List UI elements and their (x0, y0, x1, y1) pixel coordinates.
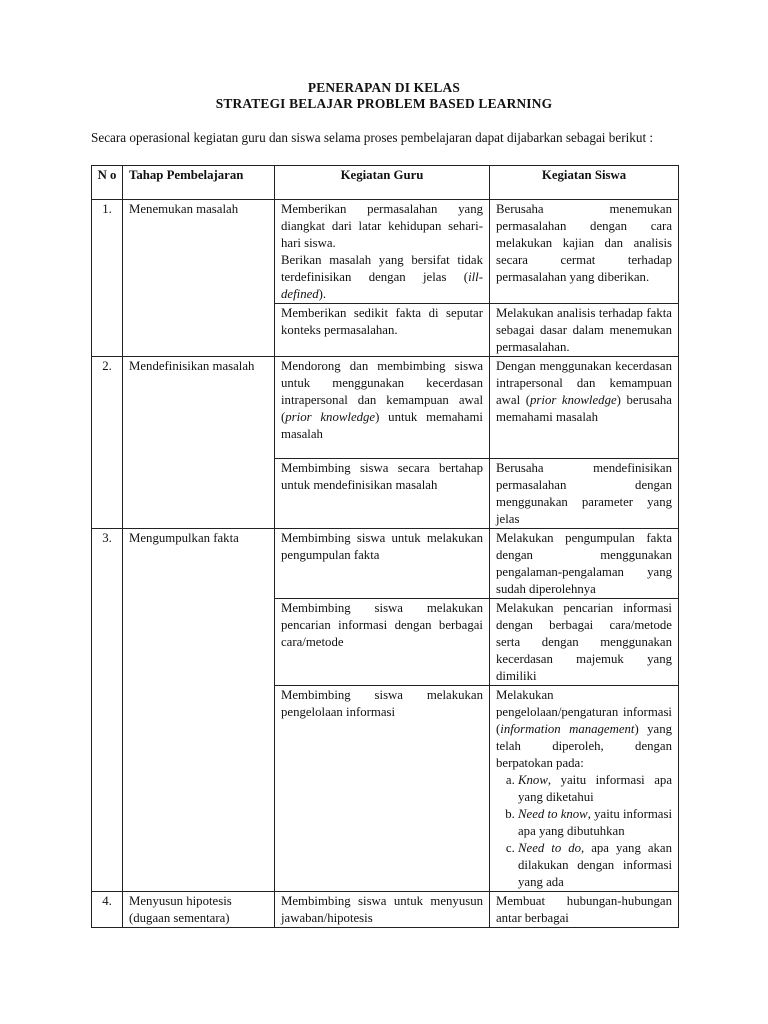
siswa-cell: Melakukan pencarian informasi dengan berbagai cara/metode serta dengan menggunakan kecerdasan majemuk yang dimiliki (490, 599, 679, 686)
siswa-cell: Melakukan pengumpulan fakta dengan menggunakan pengalaman-pengalaman yang sudah diperolehnya (490, 529, 679, 599)
document-title-line1: PENERAPAN DI KELAS (307, 80, 461, 95)
row-tahap: Mendefinisikan masalah (123, 357, 275, 529)
guru-text: Berikan masalah yang bersifat tidak terdefinisikan dengan jelas (ill-defined). (281, 253, 483, 301)
siswa-cell (490, 686, 679, 892)
guru-cell: Membimbing siswa untuk melakukan pengumpulan fakta (275, 529, 490, 599)
info-list (496, 772, 672, 891)
row-number: 1. (92, 200, 123, 357)
guru-text: Memberikan permasalahan yang diangkat dari latar kehidupan sehari-hari siswa. (281, 202, 483, 250)
header-tahap: Tahap Pembelajaran (123, 166, 275, 200)
guru-cell: Membimbing siswa secara bertahap untuk mendefinisikan masalah (275, 459, 490, 529)
row-number: 2. (92, 357, 123, 529)
table-header-row (92, 166, 679, 200)
intro-paragraph: Secara operasional kegiatan guru dan siswa selama proses pembelajaran dapat dijabarkan sebagai berikut : (91, 130, 654, 145)
siswa-cell: Melakukan analisis terhadap fakta sebagai dasar dalam menemukan permasalahan. (490, 304, 679, 357)
table-row (92, 200, 679, 304)
table-row (92, 357, 679, 459)
guru-cell: Membimbing siswa melakukan pengelolaan informasi (275, 686, 490, 892)
table-row (92, 529, 679, 599)
siswa-cell: Berusaha menemukan permasalahan dengan cara melakukan kajian dan analisis secara cermat terhadap permasalahan yang diberikan. (490, 200, 679, 304)
row-tahap: Menyusun hipotesis (dugaan sementara) (123, 892, 275, 928)
list-item: c. Need to do, apa yang akan dilakukan dengan informasi yang ada (518, 840, 672, 891)
guru-cell: Membimbing siswa untuk menyusun jawaban/hipotesis (275, 892, 490, 928)
guru-cell (275, 200, 490, 304)
row-tahap: Menemukan masalah (123, 200, 275, 357)
guru-cell: Memberikan sedikit fakta di seputar konteks permasalahan. (275, 304, 490, 357)
guru-cell: Membimbing siswa melakukan pencarian informasi dengan berbagai cara/metode (275, 599, 490, 686)
row-number: 3. (92, 529, 123, 892)
guru-cell: Mendorong dan membimbing siswa untuk menggunakan kecerdasan intrapersonal dan kemampuan awal (prior knowledge) untuk memahami masalah (275, 357, 490, 459)
table-row (92, 892, 679, 928)
header-guru: Kegiatan Guru (275, 166, 490, 200)
header-siswa: Kegiatan Siswa (490, 166, 679, 200)
list-item: b. Need to know, yaitu informasi apa yang dibutuhkan (518, 806, 672, 840)
activity-table (91, 165, 679, 928)
row-tahap: Mengumpulkan fakta (123, 529, 275, 892)
siswa-cell: Dengan menggunakan kecerdasan intrapersonal dan kemampuan awal (prior knowledge) berusaha memahami masalah (490, 357, 679, 459)
header-no: N o (92, 166, 123, 200)
siswa-cell: Membuat hubungan-hubungan antar berbagai (490, 892, 679, 928)
document-title-line2: STRATEGI BELAJAR PROBLEM BASED LEARNING (215, 96, 553, 111)
row-number: 4. (92, 892, 123, 928)
siswa-cell: Berusaha mendefinisikan permasalahan dengan menggunakan parameter yang jelas (490, 459, 679, 529)
list-item: a. Know, yaitu informasi apa yang diketahui (518, 772, 672, 806)
siswa-text: Melakukan pengelolaan/pengaturan informasi (information management) yang telah diperoleh, dengan berpatokan pada: (496, 688, 672, 770)
